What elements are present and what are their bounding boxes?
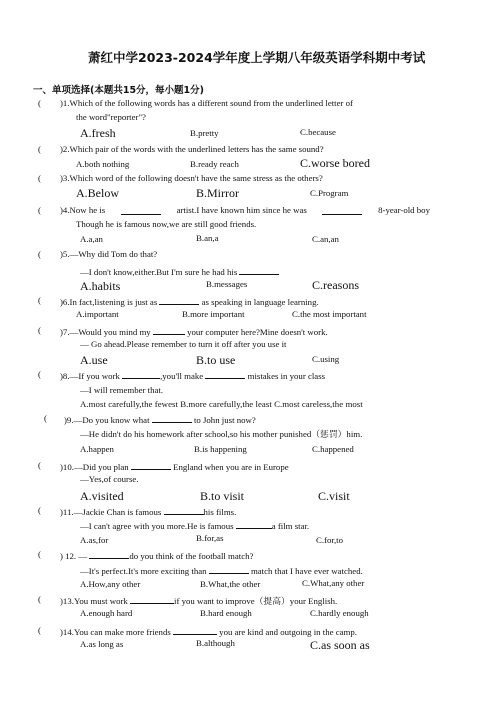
answer-paren[interactable]: ( — [38, 325, 41, 335]
answer-paren[interactable]: ( — [38, 249, 41, 259]
question-9-cont: —He didn't do his homework after school,so his mother punished（惩罚）him. — [80, 429, 363, 439]
question-12: ) 12. — do you think of the football match? — [60, 551, 254, 561]
option-b: B.hard enough — [200, 608, 252, 618]
page-title: 萧红中学2023-2024学年度上学期八年级英语学科期中考试 — [88, 50, 426, 65]
option-a: A.happen — [80, 444, 114, 454]
answer-blank[interactable] — [89, 550, 129, 559]
answer-blank[interactable] — [236, 520, 272, 529]
option-a: A.as,for — [80, 535, 109, 545]
option-c: C.for,to — [316, 535, 344, 545]
answer-blank[interactable] — [322, 206, 362, 215]
question-1: )1.Which of the following words has a different sound from the underlined letter of — [60, 98, 353, 108]
option-b: B.What,the other — [200, 579, 261, 589]
question-1-cont: the word"reporter"? — [76, 112, 146, 122]
answer-blank[interactable] — [173, 626, 217, 635]
option-b: B.pretty — [190, 128, 219, 138]
question-2: )2.Which pair of the words with the underlined letters has the same sound? — [60, 144, 324, 154]
option-c: C.visit — [318, 489, 350, 503]
option-c: C.What,any other — [302, 578, 365, 588]
option-a: A.habits — [80, 279, 121, 293]
option-a: A.enough hard — [80, 608, 133, 618]
answer-paren[interactable]: ( — [38, 505, 41, 515]
option-c: C.using — [312, 354, 340, 364]
answer-paren[interactable]: ( — [38, 98, 41, 108]
answer-blank[interactable] — [205, 370, 245, 379]
option-b: B.is happening — [194, 444, 247, 454]
option-c: C.an,an — [312, 234, 339, 244]
option-b: B.messages — [206, 279, 248, 289]
answer-paren[interactable]: ( — [38, 144, 41, 154]
question-14: )14.You can make more friends you are kind and outgoing in the camp. — [60, 627, 357, 637]
answer-paren[interactable]: ( — [38, 173, 41, 183]
question-8: )8.—If you work ,you'll make mistakes in your class — [60, 371, 326, 381]
option-a: A.How,any other — [80, 579, 141, 589]
question-4-cont: Though he is famous now,we are still good friends. — [76, 219, 257, 229]
question-5-cont: —I don't know,either.But I'm sure he had his — [80, 266, 279, 277]
option-a: A.both nothing — [76, 159, 130, 169]
answer-paren[interactable]: ( — [38, 295, 41, 305]
section-heading: 一、单项选择(本题共15分，每小题1分) — [33, 85, 205, 96]
answer-blank[interactable] — [239, 266, 279, 275]
answer-blank[interactable] — [209, 565, 249, 574]
option-c: C.Program — [310, 188, 349, 198]
answer-blank[interactable] — [164, 506, 204, 515]
question-11-cont: —I can't agree with you more.He is famous a film star. — [80, 521, 310, 531]
answer-blank[interactable] — [122, 370, 160, 379]
option-c: C.happened — [312, 444, 354, 454]
question-10-cont: —Yes,of course. — [80, 474, 139, 484]
option-b: B.to visit — [200, 489, 245, 503]
option-a: A.important — [76, 309, 119, 319]
option-b: B.although — [196, 638, 235, 648]
question-7: )7.—Would you mind my your computer here?Mine doesn't work. — [60, 327, 328, 337]
option-c: C.the most important — [292, 309, 367, 319]
answer-paren[interactable]: ( — [38, 625, 41, 635]
question-7-cont: — Go ahead.Please remember to turn it off after you use it — [80, 339, 287, 349]
answer-blank[interactable] — [130, 595, 174, 604]
option-a: A.visited — [80, 489, 124, 503]
option-a: A.use — [80, 353, 108, 367]
answer-blank[interactable] — [152, 414, 192, 423]
option-a: A.fresh — [80, 126, 116, 140]
option-b: B.Mirror — [196, 186, 239, 200]
option-b: B.an,a — [196, 233, 219, 243]
answer-paren[interactable]: ( — [38, 369, 41, 379]
answer-paren[interactable]: ( — [44, 413, 47, 423]
option-c: C.because — [300, 127, 336, 137]
question-4: )4.Now he is artist.I have known him since he was 8-year-old boy — [60, 205, 430, 215]
question-12-cont: —It's perfect.It's more exciting than match that I have ever watched. — [80, 566, 363, 576]
option-c: C.reasons — [312, 278, 359, 292]
question-11: )11.—Jackie Chan is famous his films. — [60, 507, 237, 517]
option-b: B.to use — [196, 353, 236, 367]
question-8-options: A.most carefully,the fewest B.more carefully,the least C.most careless,the most — [80, 399, 363, 409]
option-a: A.a,an — [80, 234, 103, 244]
question-8-cont: —I will remember that. — [80, 385, 164, 395]
option-a: A.Below — [76, 186, 119, 200]
answer-blank[interactable] — [153, 326, 185, 335]
option-b: B.for,as — [196, 533, 224, 543]
answer-paren[interactable]: ( — [38, 205, 41, 215]
option-c: C.worse bored — [300, 156, 370, 170]
option-b: B.more important — [182, 309, 245, 319]
option-a: A.as long as — [80, 639, 124, 649]
option-b: B.ready reach — [190, 159, 239, 169]
question-6: )6.In fact,listening is just as as speaking in language learning. — [60, 297, 319, 307]
question-10: )10.—Did you plan England when you are in Europe — [60, 462, 289, 472]
answer-paren[interactable]: ( — [38, 549, 41, 559]
option-c: C.hardly enough — [310, 608, 369, 618]
question-5: )5.—Why did Tom do that? — [60, 249, 158, 259]
question-3: )3.Which word of the following doesn't have the same stress as the others? — [60, 173, 323, 183]
answer-paren[interactable]: ( — [38, 594, 41, 604]
answer-blank[interactable] — [121, 206, 161, 215]
option-c: C.as soon as — [310, 638, 370, 652]
question-13: )13.You must work if you want to improve（提高）your English. — [60, 596, 338, 606]
answer-paren[interactable]: ( — [38, 460, 41, 470]
answer-blank[interactable] — [131, 461, 171, 470]
question-9: )9.—Do you know what to John just now? — [64, 415, 256, 425]
answer-blank[interactable] — [159, 296, 199, 305]
